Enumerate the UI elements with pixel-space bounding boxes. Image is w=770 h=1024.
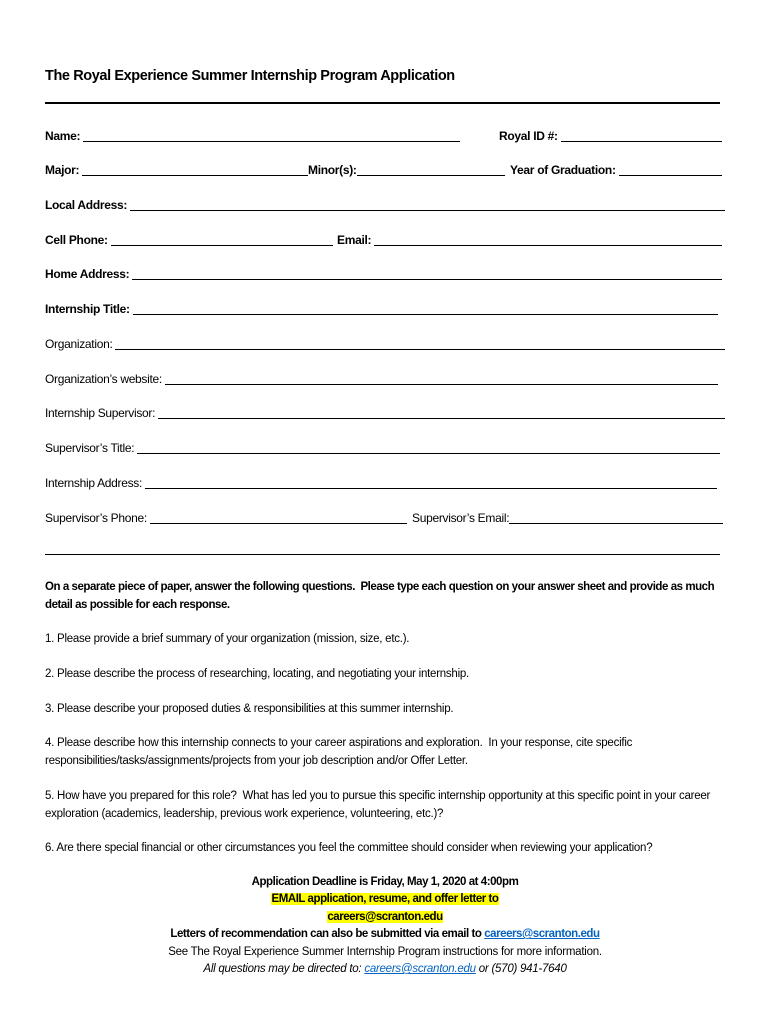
supervisor-phone-input[interactable] [150, 510, 407, 524]
supervisor-title-input[interactable] [137, 440, 720, 454]
questions-contact-line [0, 961, 770, 978]
question-2: 2. Please describe the process of researching, locating, and negotiating your internship. [45, 668, 469, 680]
submission-info [0, 874, 770, 978]
royal-id-input[interactable] [561, 128, 722, 142]
questions-phone-text: or (570) 941-7640 [475, 963, 567, 976]
question-6: 6. Are there special financial or other circumstances you feel the committee should consider when reviewing your application? [45, 842, 653, 854]
cell-phone-row [45, 232, 722, 248]
internship-address-input[interactable] [145, 475, 717, 489]
email-input[interactable] [374, 232, 722, 246]
email-instruction-text: EMAIL application, resume, and offer letter to [271, 893, 499, 906]
local-address-row [45, 197, 725, 213]
internship-title-label: Internship Title: [45, 302, 130, 316]
instructions-text: On a separate piece of paper, answer the following questions. Please type each question on your answer sheet and provide as much detail as possible for each response. [45, 581, 717, 611]
internship-title-row [45, 301, 718, 317]
title-divider [45, 102, 720, 104]
name-row [45, 128, 722, 144]
home-address-label: Home Address: [45, 267, 130, 281]
royal-id-label: Royal ID #: [499, 129, 558, 143]
major-input[interactable] [82, 162, 308, 176]
supervisor-email-input[interactable] [509, 510, 723, 524]
internship-title-input[interactable] [133, 301, 718, 315]
question-4: 4. Please describe how this internship connects to your career aspirations and exploration. In your response, cite specific responsibilities/tasks/assignments/projects from your job description and/or Offer Letter. [45, 737, 636, 767]
page-title: The Royal Experience Summer Internship Program Application [45, 68, 455, 84]
supervisor-title-row [45, 440, 720, 456]
cell-phone-label: Cell Phone: [45, 233, 108, 247]
name-label: Name: [45, 129, 81, 143]
major-label: Major: [45, 163, 80, 177]
form-divider [45, 554, 720, 555]
letters-line [0, 926, 770, 943]
internship-supervisor-row [45, 405, 725, 421]
internship-supervisor-label: Internship Supervisor: [45, 406, 156, 420]
home-address-input[interactable] [132, 266, 722, 280]
name-input[interactable] [83, 128, 460, 142]
cell-phone-input[interactable] [111, 232, 333, 246]
organization-input[interactable] [115, 336, 725, 350]
internship-address-row [45, 475, 717, 491]
letters-text: Letters of recommendation can also be submitted via email to [170, 928, 485, 941]
local-address-label: Local Address: [45, 198, 128, 212]
year-of-graduation-label: Year of Graduation: [510, 163, 616, 177]
supervisor-title-label: Supervisor’s Title: [45, 441, 135, 455]
internship-address-label: Internship Address: [45, 476, 143, 490]
internship-supervisor-input[interactable] [158, 405, 725, 419]
deadline-text: Application Deadline is Friday, May 1, 2020 at 4:00pm [251, 876, 519, 888]
organization-website-row [45, 371, 718, 387]
home-address-row [45, 266, 722, 282]
year-of-graduation-input[interactable] [619, 162, 722, 176]
question-3: 3. Please describe your proposed duties & responsibilities at this summer internship. [45, 703, 454, 715]
supervisor-phone-label: Supervisor’s Phone: [45, 511, 147, 525]
questions-email-link[interactable]: careers@scranton.edu [364, 963, 476, 976]
letters-email-link[interactable]: careers@scranton.edu [484, 928, 600, 941]
organization-label: Organization: [45, 337, 113, 351]
question-5: 5. How have you prepared for this role? What has led you to pursue this specific internship opportunity at this specific point in your career exploration (academics, leadership, previous work experience, volunteering, etc.)? [45, 790, 714, 820]
see-more-text: See The Royal Experience Summer Internship Program instructions for more information. [168, 945, 602, 958]
organization-website-label: Organization’s website: [45, 372, 162, 386]
email-label: Email: [337, 233, 372, 247]
supervisor-contact-row [45, 510, 723, 526]
minors-label: Minor(s): [308, 163, 357, 177]
organization-website-input[interactable] [165, 371, 718, 385]
minors-input[interactable] [357, 162, 505, 176]
supervisor-email-label: Supervisor’s Email: [412, 511, 510, 525]
questions-contact-text: All questions may be directed to: [203, 963, 365, 976]
major-row [45, 162, 722, 178]
organization-row [45, 336, 725, 352]
question-1: 1. Please provide a brief summary of your organization (mission, size, etc.). [45, 633, 410, 645]
email-address-text: careers@scranton.edu [327, 910, 443, 923]
local-address-input[interactable] [130, 197, 725, 211]
